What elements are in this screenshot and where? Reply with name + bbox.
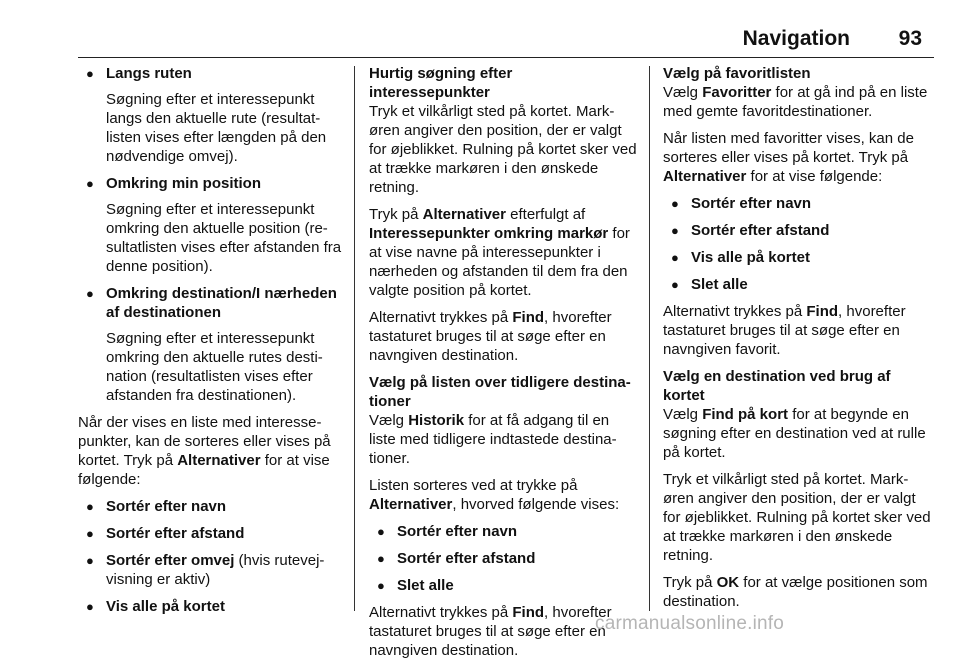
paragraph: Vælg på listen over tidligere destinationer Vælg Historik for at få adgang til en liste med tidligere indtastede destinationer. — [369, 373, 637, 468]
item-label: Langs ruten — [106, 65, 192, 82]
item-text: Søgning efter et interessepunkt omkring den aktuelle rutes destination (resultatlisten vises efter afstanden fra destinationen). — [106, 330, 323, 404]
paragraph: Vælg en destination ved brug af kortet Vælg Find på kort for at begynde en søgning efter en destination ved at rulle på kortet. — [663, 367, 931, 462]
paragraph: Alternativt trykkes på Find, hvorefter tastaturet bruges til at søge efter en navngiven destination. — [369, 309, 612, 364]
section-heading: Hurtig søgning efter interessepunkter — [369, 65, 513, 101]
list-item — [78, 284, 344, 405]
paragraph: Hurtig søgning efter interessepunkter Tryk et vilkårligt sted på kortet. Markøren angiver den position, der er valgt for øjeblikket. Rulning på kortet sker ved at trække markøren i den ønskede retning. — [369, 65, 637, 196]
search-area-list — [78, 64, 344, 405]
watermark: carmanualsonline.info — [595, 613, 785, 634]
header-rule — [78, 57, 934, 58]
option-item: ● Sortér efter navn — [663, 194, 931, 213]
paragraph: Tryk på OK for at vælge positionen som destination. — [663, 574, 928, 610]
option-item: ● Sortér efter afstand — [663, 221, 931, 240]
paragraph: Tryk et vilkårligt sted på kortet. Markøren angiver den position, der er valgt for øjeblikket. Rulning på kortet sker ved at trække markøren i den ønskede retning. — [663, 471, 931, 564]
item-label: Omkring min position — [106, 175, 262, 192]
paragraph: Når der vises en liste med interessepunkter, kan de sorteres eller vises på kortet. Tryk på Alternativer for at vise følgende: — [78, 414, 331, 488]
option-item: ● Sortér efter navn — [78, 497, 344, 516]
option-item: ● Vis alle på kortet — [78, 597, 344, 616]
page-number: 93 — [898, 27, 922, 50]
paragraph: Vælg på favoritlisten Vælg Favoritter for at gå ind på en liste med gemte favoritdestinationer. — [663, 64, 931, 121]
option-item: ● Sortér efter afstand — [78, 524, 344, 543]
option-item: ● Slet alle — [663, 275, 931, 294]
option-item: ● Sortér efter omvej (hvis rutevejvisning er aktiv) — [78, 551, 344, 589]
options-list — [369, 522, 637, 595]
paragraph: Når listen med favoritter vises, kan de sorteres eller vises på kortet. Tryk på Alternativer for at vise følgende: — [663, 130, 914, 185]
item-label: Omkring destination/I nærheden af destinationen — [106, 285, 337, 321]
paragraph: Alternativt trykkes på Find, hvorefter tastaturet bruges til at søge efter en navngiven destination. — [369, 604, 612, 659]
section-heading: Vælg på listen over tidligere destinationer — [369, 374, 631, 410]
option-item: ● Sortér efter navn — [369, 522, 637, 541]
column-3 — [663, 64, 931, 619]
option-item: ● Vis alle på kortet — [663, 248, 931, 267]
item-text: Søgning efter et interessepunkt langs den aktuelle rute (resultatlisten vises efter længden på den nødvendige omvej). — [106, 91, 327, 165]
column-1 — [78, 64, 344, 624]
section-heading: Vælg en destination ved brug af kortet — [663, 368, 891, 404]
column-divider-1 — [354, 66, 355, 611]
paragraph: Alternativt trykkes på Find, hvorefter tastaturet bruges til at søge efter en navngiven favorit. — [663, 303, 906, 358]
paragraph: Tryk på Alternativer efterfulgt af Interessepunkter omkring markør for at vise navne på interessepunkter i nærheden og afstanden til dem fra den valgte position på kortet. — [369, 206, 630, 299]
options-list — [663, 194, 931, 294]
column-divider-2 — [649, 66, 650, 611]
item-text: Søgning efter et interessepunkt omkring den aktuelle position (resultatlisten vises efter afstanden fra denne position). — [106, 201, 342, 275]
list-item — [78, 64, 344, 166]
page-header — [0, 0, 960, 60]
option-item: ● Slet alle — [369, 576, 637, 595]
section-title: Navigation — [742, 27, 850, 50]
options-list — [78, 497, 344, 616]
list-item — [78, 174, 344, 276]
option-item: ● Sortér efter afstand — [369, 549, 637, 568]
column-2 — [369, 64, 637, 668]
paragraph: Listen sorteres ved at trykke på Alternativer, hvorved følgende vises: — [369, 477, 620, 513]
section-heading: Vælg på favoritlisten — [663, 65, 811, 82]
